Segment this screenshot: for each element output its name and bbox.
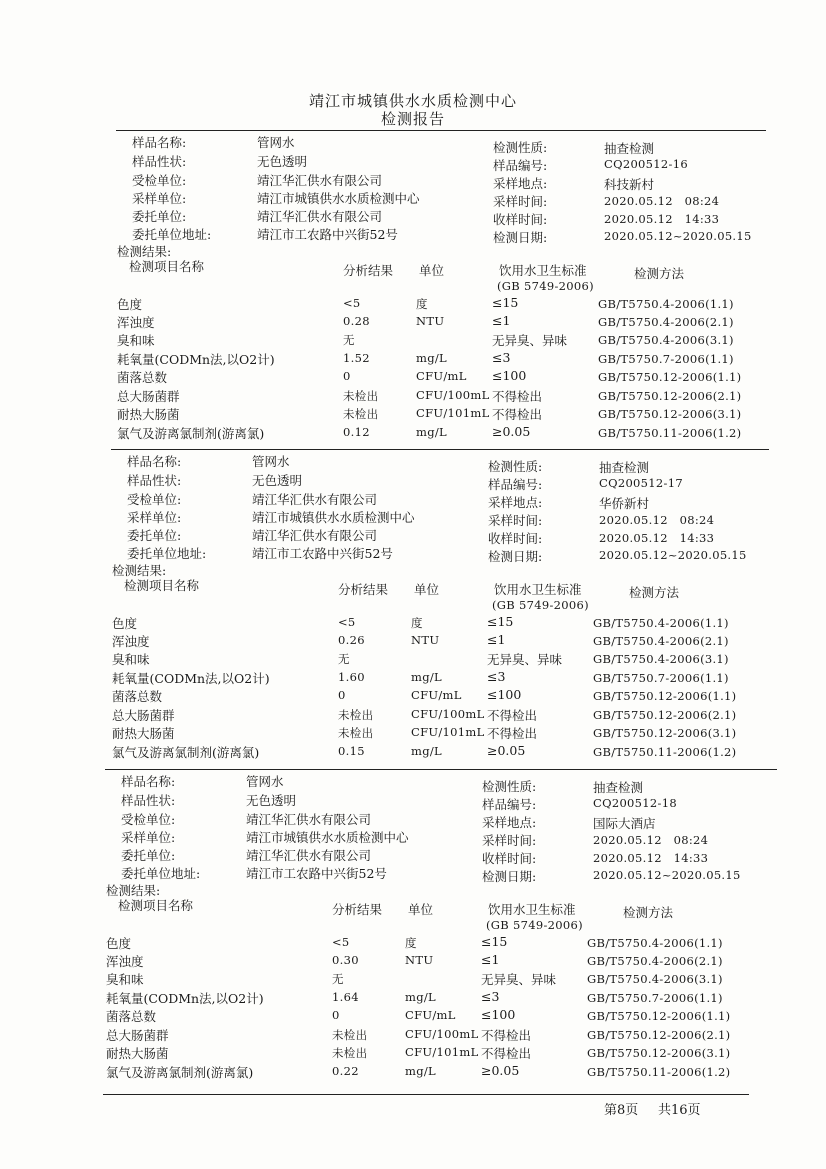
table-cell-item: 氯气及游离氯制剂(游离氯): [106, 1065, 254, 1080]
table-cell-result: 0.12: [343, 425, 370, 439]
field-value-sample-state: 无色透明: [246, 793, 297, 808]
table-cell-result: 无: [343, 333, 355, 347]
table-cell-result: 未检出: [343, 389, 379, 403]
table-cell-method: GB/T5750.7-2006(1.1): [587, 991, 723, 1005]
table-cell-standard: 无异臭、异味: [481, 972, 557, 987]
table-cell-method: GB/T5750.12-2006(3.1): [587, 1046, 731, 1060]
col-header-method: 检测方法: [629, 585, 680, 600]
field-label-sample-no: 样品编号:: [488, 477, 543, 492]
table-cell-item: 色度: [112, 616, 138, 631]
field-label-sampling-unit: 采样单位:: [127, 510, 182, 525]
field-value-inspected-unit: 靖江华汇供水有限公司: [257, 173, 383, 188]
table-cell-standard: ≤1: [481, 952, 500, 967]
table-cell-standard: ≤100: [481, 1007, 516, 1022]
field-label-receive-time: 收样时间:: [482, 851, 537, 866]
field-value-sampling-time: 2020.05.12 08:24: [593, 833, 709, 847]
field-label-test-date: 检测日期:: [482, 869, 537, 884]
table-cell-method: GB/T5750.4-2006(1.1): [587, 936, 723, 950]
table-cell-unit: CFU/mL: [405, 1008, 456, 1022]
table-cell-standard: 不得检出: [481, 1028, 532, 1043]
table-cell-standard: 无异臭、异味: [487, 652, 563, 667]
table-cell-item: 总大肠菌群: [112, 708, 175, 723]
col-header-item: 检测项目名称: [124, 578, 200, 593]
table-cell-method: GB/T5750.12-2006(2.1): [587, 1028, 731, 1042]
col-header-item: 检测项目名称: [129, 259, 205, 274]
table-cell-method: GB/T5750.4-2006(3.1): [593, 652, 729, 666]
table-cell-result: 1.64: [332, 990, 359, 1004]
field-label-sampling-time: 采样时间:: [488, 513, 543, 528]
table-cell-standard: 不得检出: [487, 726, 538, 741]
col-header-item: 检测项目名称: [118, 898, 194, 913]
table-cell-unit: NTU: [416, 314, 445, 328]
table-cell-standard: ≥0.05: [492, 424, 531, 439]
field-value-client-unit: 靖江华汇供水有限公司: [252, 528, 378, 543]
field-value-sample-state: 无色透明: [257, 154, 308, 169]
field-label-client-unit: 委托单位:: [121, 848, 176, 863]
table-cell-item: 色度: [117, 297, 143, 312]
field-label-test-nature: 检测性质:: [482, 779, 537, 794]
field-value-receive-time: 2020.05.12 14:33: [604, 212, 720, 226]
table-cell-result: 未检出: [338, 726, 374, 740]
table-cell-item: 耐热大肠菌: [112, 726, 175, 741]
table-cell-standard: 不得检出: [487, 708, 538, 723]
field-value-client-address: 靖江市工农路中兴街52号: [252, 546, 393, 561]
table-cell-unit: NTU: [405, 953, 434, 967]
table-cell-standard: 不得检出: [481, 1046, 532, 1061]
page-number: 第8页: [604, 1103, 639, 1118]
table-cell-unit: CFU/101mL: [405, 1045, 479, 1059]
table-cell-result: 0: [343, 369, 351, 383]
block-top-rule: [116, 130, 766, 131]
field-label-test-nature: 检测性质:: [488, 459, 543, 474]
table-cell-item: 总大肠菌群: [106, 1028, 169, 1043]
table-cell-method: GB/T5750.11-2006(1.2): [598, 426, 742, 440]
field-label-sampling-unit: 采样单位:: [132, 191, 187, 206]
field-label-sample-name: 样品名称:: [121, 774, 176, 789]
col-header-standard: 饮用水卫生标准: [488, 902, 576, 917]
table-cell-item: 臭和味: [106, 972, 144, 987]
field-label-sample-no: 样品编号:: [493, 158, 548, 173]
field-label-sample-state: 样品性状:: [132, 154, 187, 169]
field-value-client-unit: 靖江华汇供水有限公司: [246, 848, 372, 863]
results-label: 检测结果:: [117, 244, 172, 259]
table-cell-item: 色度: [106, 936, 132, 951]
table-cell-item: 臭和味: [112, 652, 150, 667]
col-header-standard-code: (GB 5749-2006): [492, 598, 589, 612]
table-cell-unit: CFU/mL: [411, 688, 462, 702]
col-header-result: 分析结果: [338, 582, 389, 597]
table-cell-item: 臭和味: [117, 333, 155, 348]
table-cell-result: 1.52: [343, 351, 370, 365]
table-cell-standard: ≤100: [487, 687, 522, 702]
table-cell-unit: 度: [405, 936, 417, 950]
field-label-sample-state: 样品性状:: [121, 793, 176, 808]
field-label-sampling-site: 采样地点:: [493, 176, 548, 191]
field-value-sampling-unit: 靖江市城镇供水水质检测中心: [252, 510, 415, 525]
col-header-standard-code: (GB 5749-2006): [486, 918, 583, 932]
field-label-test-date: 检测日期:: [493, 230, 548, 245]
field-value-test-date: 2020.05.12~2020.05.15: [599, 548, 747, 562]
table-cell-item: 耗氧量(CODMn法,以O2计): [112, 671, 270, 686]
field-label-sampling-site: 采样地点:: [488, 495, 543, 510]
field-value-sampling-site: 科技新村: [604, 177, 655, 192]
field-label-sampling-site: 采样地点:: [482, 815, 537, 830]
table-cell-unit: CFU/100mL: [416, 388, 490, 402]
table-cell-result: 0.30: [332, 953, 359, 967]
table-cell-item: 耐热大肠菌: [106, 1046, 169, 1061]
table-cell-result: 0.28: [343, 314, 370, 328]
field-value-test-date: 2020.05.12~2020.05.15: [593, 868, 741, 882]
table-cell-unit: CFU/100mL: [411, 707, 485, 721]
block-top-rule: [111, 449, 769, 450]
table-cell-method: GB/T5750.12-2006(1.1): [593, 689, 737, 703]
field-value-test-nature: 抽查检测: [604, 141, 655, 156]
table-cell-unit: mg/L: [416, 425, 447, 439]
table-cell-unit: 度: [416, 297, 428, 311]
table-cell-unit: CFU/101mL: [411, 725, 485, 739]
table-cell-result: 1.60: [338, 670, 365, 684]
col-header-unit: 单位: [408, 902, 434, 917]
report-subtitle: 检测报告: [380, 110, 445, 128]
table-cell-unit: CFU/mL: [416, 369, 467, 383]
table-cell-method: GB/T5750.12-2006(3.1): [598, 407, 742, 421]
field-value-sample-no: CQ200512-17: [599, 476, 683, 490]
table-cell-item: 耗氧量(CODMn法,以O2计): [117, 352, 275, 367]
field-value-sample-name: 管网水: [257, 135, 295, 150]
table-cell-method: GB/T5750.4-2006(3.1): [587, 972, 723, 986]
table-cell-result: <5: [332, 935, 350, 949]
table-cell-result: 未检出: [338, 708, 374, 722]
field-label-receive-time: 收样时间:: [488, 531, 543, 546]
table-cell-standard: ≤15: [487, 614, 514, 629]
field-value-client-address: 靖江市工农路中兴街52号: [246, 866, 387, 881]
field-value-receive-time: 2020.05.12 14:33: [593, 851, 709, 865]
table-cell-result: 无: [332, 972, 344, 986]
col-header-unit: 单位: [414, 582, 440, 597]
table-cell-unit: mg/L: [411, 670, 442, 684]
table-cell-result: 未检出: [332, 1028, 368, 1042]
table-cell-item: 菌落总数: [112, 689, 163, 704]
table-cell-unit: mg/L: [411, 744, 442, 758]
table-cell-method: GB/T5750.12-2006(3.1): [593, 726, 737, 740]
table-cell-item: 浑浊度: [117, 315, 155, 330]
field-label-sample-state: 样品性状:: [127, 473, 182, 488]
table-cell-item: 耐热大肠菌: [117, 407, 180, 422]
field-value-client-unit: 靖江华汇供水有限公司: [257, 209, 383, 224]
table-cell-standard: ≤3: [487, 669, 506, 684]
field-label-sampling-unit: 采样单位:: [121, 830, 176, 845]
table-cell-standard: ≤100: [492, 368, 527, 383]
table-cell-standard: ≤1: [487, 632, 506, 647]
field-value-inspected-unit: 靖江华汇供水有限公司: [252, 492, 378, 507]
field-label-client-address: 委托单位地址:: [127, 546, 207, 561]
table-cell-standard: 不得检出: [492, 389, 543, 404]
table-cell-result: 0.22: [332, 1064, 359, 1078]
field-value-sample-no: CQ200512-16: [604, 157, 688, 171]
field-value-sampling-time: 2020.05.12 08:24: [599, 513, 715, 527]
field-value-sampling-site: 国际大酒店: [593, 816, 656, 831]
table-cell-item: 浑浊度: [112, 634, 150, 649]
table-cell-method: GB/T5750.7-2006(1.1): [593, 671, 729, 685]
field-label-sample-name: 样品名称:: [127, 454, 182, 469]
table-cell-unit: mg/L: [405, 990, 436, 1004]
field-label-sample-no: 样品编号:: [482, 797, 537, 812]
field-value-receive-time: 2020.05.12 14:33: [599, 531, 715, 545]
table-cell-result: 0: [332, 1008, 340, 1022]
field-value-sampling-site: 华侨新村: [599, 496, 650, 511]
field-label-sample-name: 样品名称:: [132, 135, 187, 150]
table-cell-standard: ≤15: [492, 295, 519, 310]
col-header-method: 检测方法: [634, 266, 685, 281]
col-header-method: 检测方法: [623, 905, 674, 920]
table-cell-result: 无: [338, 652, 350, 666]
field-label-client-address: 委托单位地址:: [121, 866, 201, 881]
field-value-sample-state: 无色透明: [252, 473, 303, 488]
field-label-sampling-time: 采样时间:: [482, 833, 537, 848]
field-label-client-unit: 委托单位:: [132, 209, 187, 224]
block-top-rule: [105, 769, 777, 770]
table-cell-method: GB/T5750.12-2006(2.1): [593, 708, 737, 722]
table-cell-item: 氯气及游离氯制剂(游离氯): [112, 745, 260, 760]
table-cell-standard: ≤3: [492, 350, 511, 365]
table-cell-result: 未检出: [343, 407, 379, 421]
table-cell-method: GB/T5750.12-2006(1.1): [587, 1009, 731, 1023]
field-label-sampling-time: 采样时间:: [493, 194, 548, 209]
table-cell-method: GB/T5750.4-2006(1.1): [598, 297, 734, 311]
table-cell-standard: ≤1: [492, 313, 511, 328]
field-label-inspected-unit: 受检单位:: [127, 492, 182, 507]
field-label-inspected-unit: 受检单位:: [121, 812, 176, 827]
field-value-inspected-unit: 靖江华汇供水有限公司: [246, 812, 372, 827]
table-cell-result: 0.26: [338, 633, 365, 647]
table-cell-method: GB/T5750.12-2006(2.1): [598, 389, 742, 403]
table-cell-method: GB/T5750.4-2006(2.1): [593, 634, 729, 648]
col-header-standard: 饮用水卫生标准: [499, 263, 587, 278]
table-cell-unit: CFU/100mL: [405, 1027, 479, 1041]
table-cell-result: <5: [338, 615, 356, 629]
field-label-receive-time: 收样时间:: [493, 212, 548, 227]
results-label: 检测结果:: [112, 563, 167, 578]
field-value-sample-no: CQ200512-18: [593, 796, 677, 810]
table-cell-item: 菌落总数: [106, 1009, 157, 1024]
table-cell-method: GB/T5750.4-2006(1.1): [593, 616, 729, 630]
table-cell-item: 总大肠菌群: [117, 389, 180, 404]
table-cell-item: 菌落总数: [117, 370, 168, 385]
table-cell-standard: ≥0.05: [487, 743, 526, 758]
field-value-sampling-unit: 靖江市城镇供水水质检测中心: [246, 830, 409, 845]
field-label-client-unit: 委托单位:: [127, 528, 182, 543]
table-cell-unit: CFU/101mL: [416, 406, 490, 420]
field-value-sampling-time: 2020.05.12 08:24: [604, 194, 720, 208]
table-cell-item: 耗氧量(CODMn法,以O2计): [106, 991, 264, 1006]
table-cell-method: GB/T5750.4-2006(3.1): [598, 333, 734, 347]
col-header-unit: 单位: [419, 263, 445, 278]
table-cell-unit: NTU: [411, 633, 440, 647]
table-cell-result: 0: [338, 688, 346, 702]
table-cell-item: 浑浊度: [106, 954, 144, 969]
table-cell-unit: 度: [411, 616, 423, 630]
field-label-test-nature: 检测性质:: [493, 140, 548, 155]
table-cell-method: GB/T5750.11-2006(1.2): [587, 1065, 731, 1079]
field-label-test-date: 检测日期:: [488, 549, 543, 564]
results-label: 检测结果:: [106, 883, 161, 898]
field-value-sample-name: 管网水: [246, 774, 284, 789]
footer-rule: [103, 1094, 749, 1095]
field-label-inspected-unit: 受检单位:: [132, 173, 187, 188]
field-value-test-nature: 抽查检测: [593, 780, 644, 795]
table-cell-standard: 不得检出: [492, 407, 543, 422]
col-header-result: 分析结果: [332, 902, 383, 917]
table-cell-result: 0.15: [338, 744, 365, 758]
table-cell-standard: ≤15: [481, 934, 508, 949]
table-cell-method: GB/T5750.4-2006(2.1): [598, 315, 734, 329]
field-value-sample-name: 管网水: [252, 454, 290, 469]
field-value-client-address: 靖江市工农路中兴街52号: [257, 227, 398, 242]
table-cell-standard: ≥0.05: [481, 1063, 520, 1078]
table-cell-method: GB/T5750.4-2006(2.1): [587, 954, 723, 968]
field-value-test-date: 2020.05.12~2020.05.15: [604, 229, 752, 243]
col-header-standard: 饮用水卫生标准: [494, 582, 582, 597]
table-cell-item: 氯气及游离氯制剂(游离氯): [117, 426, 265, 441]
table-cell-method: GB/T5750.7-2006(1.1): [598, 352, 734, 366]
table-cell-unit: mg/L: [416, 351, 447, 365]
table-cell-standard: ≤3: [481, 989, 500, 1004]
field-label-client-address: 委托单位地址:: [132, 227, 212, 242]
field-value-test-nature: 抽查检测: [599, 460, 650, 475]
col-header-result: 分析结果: [343, 263, 394, 278]
table-cell-unit: mg/L: [405, 1064, 436, 1078]
report-title: 靖江市城镇供水水质检测中心: [308, 92, 517, 110]
table-cell-method: GB/T5750.11-2006(1.2): [593, 745, 737, 759]
col-header-standard-code: (GB 5749-2006): [497, 279, 594, 293]
page-total: 共16页: [658, 1103, 701, 1118]
table-cell-method: GB/T5750.12-2006(1.1): [598, 370, 742, 384]
table-cell-result: <5: [343, 296, 361, 310]
table-cell-standard: 无异臭、异味: [492, 333, 568, 348]
table-cell-result: 未检出: [332, 1046, 368, 1060]
field-value-sampling-unit: 靖江市城镇供水水质检测中心: [257, 191, 420, 206]
